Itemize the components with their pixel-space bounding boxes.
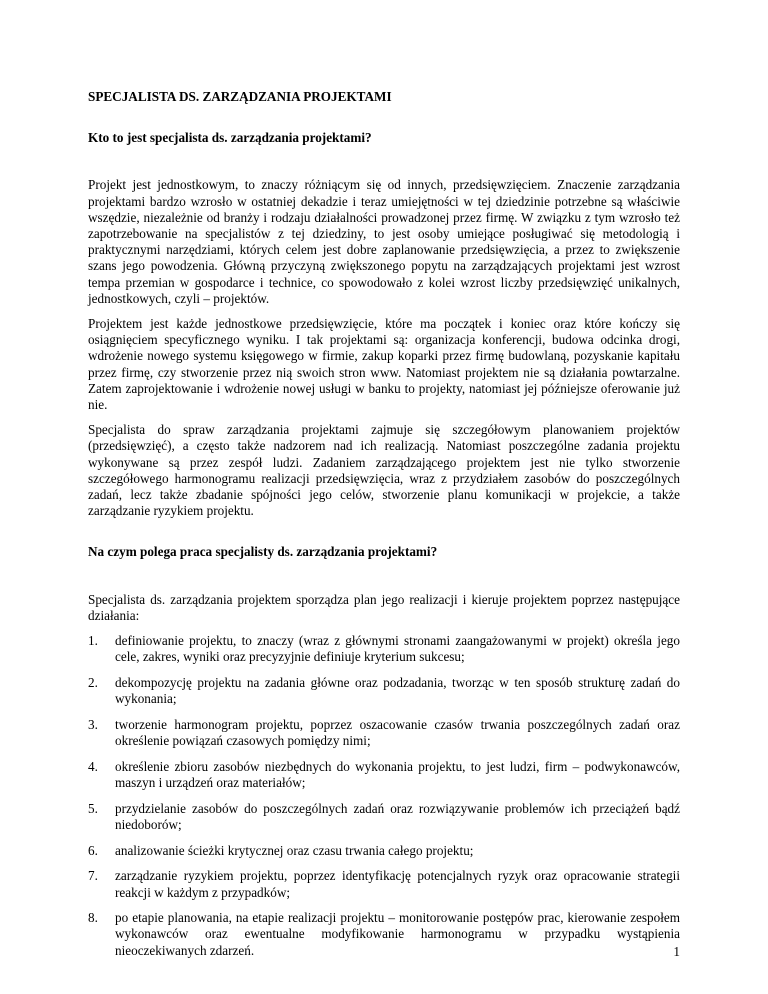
paragraph-project-examples: Projektem jest każde jednostkowe przedsięwzięcie, które ma początek i koniec oraz które kończy się osiągnięciem specyficznego wyniku. I tak projektami są: organizacja konferencji, budowa odcinka drogi, wdrożenie nowego systemu księgowego w firmie, zakup koparki przez firmę budowlaną, pozyskanie kapitału przez firmę, czy stworzenie przez nią swoich stron www. Natomiast projektem nie są działania powtarzalne. Zatem zaprojektowanie i wdrożenie nowej usługi w banku to projekty, natomiast jej późniejsze oferowanie już nie. <box>88 316 680 413</box>
page-number: 1 <box>673 944 680 959</box>
list-item-text: tworzenie harmonogram projektu, poprzez oszacowanie czasów trwania poszczególnych zadań oraz określenie powiązań czasowych pomiędzy nimi; <box>115 716 680 749</box>
list-item <box>88 717 680 749</box>
paragraph-project-definition: Projekt jest jednostkowym, to znaczy różniącym się od innych, przedsięwzięciem. Znaczenie zarządzania projektami bardzo wzrosło w ostatniej dekadzie i teraz umiejętności w tej dziedzinie potrzebne są właściwie wszędzie, niezależnie od branży i rodzaju działalności prowadzonej przez firmę. W związku z tym wzrosło też zapotrzebowanie na specjalistów z tej dziedziny, to jest osoby umiejące posługiwać się metodologią i praktycznymi narzędziami, których celem jest dobre zaplanowanie przedsięwzięcia, a przez to zwiększenie szans jego powodzenia. Główną przyczyną zwiększonego popytu na zarządzających projektami jest wzrost tempa przemian w gospodarce i technice, co spowodowało z kolei wzrost liczby przedsięwzięć unikalnych, jednostkowych, czyli – projektów. <box>88 177 680 306</box>
list-item <box>88 633 680 665</box>
list-item <box>88 675 680 707</box>
list-item-text: definiowanie projektu, to znaczy (wraz z głównymi stronami zaangażowanymi w projekt) określa jego cele, zakres, wyniki oraz precyzyjnie definiuje kryterium sukcesu; <box>115 633 680 665</box>
list-item-number: 4. <box>88 758 98 774</box>
section-heading-work: Na czym polega praca specjalisty ds. zarządzania projektami? <box>88 544 438 560</box>
list-item-text: przydzielanie zasobów do poszczególnych zadań oraz rozwiązywanie problemów ich przeciążeń bądź niedoborów; <box>115 800 680 832</box>
list-item-number: 6. <box>88 842 98 858</box>
list-item-text: zarządzanie ryzykiem projektu, poprzez identyfikację potencjalnych ryzyk oraz opracowanie strategii reakcji w każdym z przypadków; <box>115 868 680 900</box>
document-title: SPECJALISTA DS. ZARZĄDZANIA PROJEKTAMI <box>88 89 392 104</box>
list-item-number: 1. <box>88 633 98 649</box>
list-item-number: 2. <box>88 674 98 690</box>
section-heading-who: Kto to jest specjalista ds. zarządzania projektami? <box>88 130 372 146</box>
list-item-text: po etapie planowania, na etapie realizacji projektu – monitorowanie postępów prac, kierowanie zespołem wykonawców oraz ewentualne modyfikowanie harmonogramu w przypadku wystąpienia nieoczekiwanych zdarzeń. <box>115 910 680 958</box>
list-item-number: 8. <box>88 910 98 926</box>
list-item-text: analizowanie ścieżki krytycznej oraz czasu trwania całego projektu; <box>115 842 474 858</box>
task-list <box>88 633 680 959</box>
list-item <box>88 843 680 859</box>
document-body <box>88 89 680 968</box>
list-item <box>88 868 680 900</box>
list-item <box>88 801 680 833</box>
list-item-text: określenie zbioru zasobów niezbędnych do wykonania projektu, to jest ludzi, firm – podwykonawców, maszyn i urządzeń oraz materiałów; <box>115 758 680 790</box>
list-item-number: 3. <box>88 716 98 732</box>
list-item-text: dekompozycję projektu na zadania główne oraz podzadania, tworząc w ten sposób strukturę zadań do wykonania; <box>115 674 680 707</box>
list-item <box>88 910 680 959</box>
paragraph-work-intro: Specjalista ds. zarządzania projektem sporządza plan jego realizacji i kieruje projektem poprzez następujące działania: <box>88 591 680 623</box>
list-item-number: 7. <box>88 868 98 884</box>
list-item <box>88 759 680 791</box>
list-item-number: 5. <box>88 800 98 816</box>
paragraph-specialist-role: Specjalista do spraw zarządzania projektami zajmuje się szczegółowym planowaniem projektów (przedsięwzięć), a często także nadzorem nad ich realizacją. Natomiast poszczególne zadania projektu wykonywane są przez zespół ludzi. Zadaniem zarządzającego projektem jest nie tylko stworzenie szczegółowego harmonogramu realizacji przedsięwzięcia, wraz z przydziałem zasobów do poszczególnych zadań, lecz także zbadanie spójności jego celów, stworzenie planu komunikacji w projekcie, a także zarządzanie ryzykiem projektu. <box>88 422 680 519</box>
